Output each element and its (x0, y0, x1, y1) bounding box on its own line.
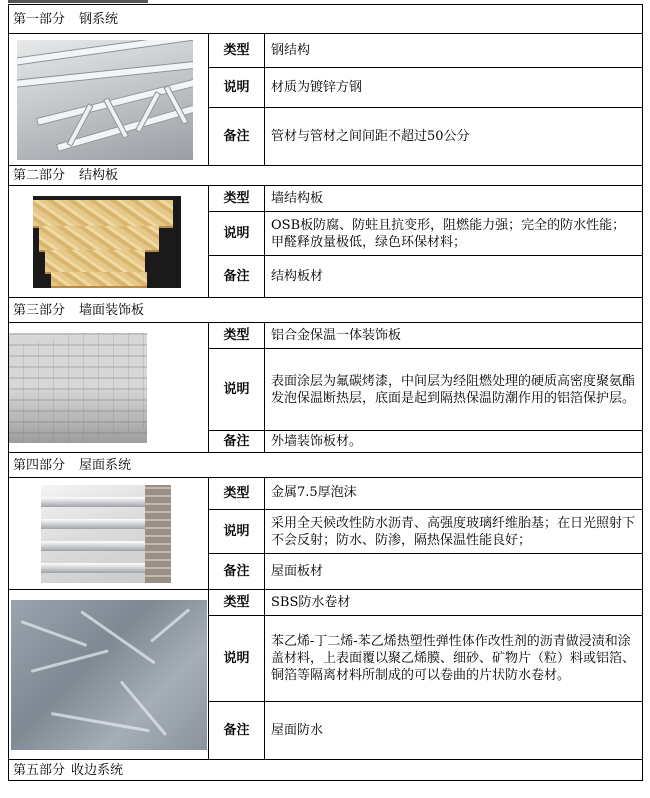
table-row (9, 323, 643, 349)
photo-cell (9, 186, 209, 298)
row-label: 说明 (209, 212, 265, 256)
row-value: 采用全天候改性防水沥青、高强度玻璃纤维胎基；在日光照射下不会反射；防水、防渗，隔热保温性能良好； (265, 510, 643, 554)
section-heading-row (9, 166, 643, 186)
row-value: 苯乙烯-丁二烯-苯乙烯热塑性弹性体作改性剂的沥青做浸渍和涂盖材料，上表面覆以聚乙烯膜、细砂、矿物片（粒）料或铝箔、铜箔等隔离材料所制成的可以卷曲的片状防水卷材。 (265, 616, 643, 702)
table-row (9, 34, 643, 68)
sbs-membrane-photo (11, 600, 207, 750)
section-part-label: 第三部分 (13, 302, 66, 318)
row-value: 金属7.5厚泡沫 (265, 478, 643, 510)
section-name: 结构板 (79, 168, 119, 183)
photo-cell (9, 34, 209, 166)
section-name: 钢系统 (79, 11, 119, 27)
table-row (9, 590, 643, 616)
row-value: 屋面板材 (265, 554, 643, 590)
steel-frame-photo (17, 40, 193, 160)
photo-cell (9, 590, 209, 760)
row-label: 备注 (209, 256, 265, 298)
materials-table (8, 4, 643, 781)
section-heading-row (9, 453, 643, 478)
row-label: 类型 (209, 478, 265, 510)
row-label: 说明 (209, 68, 265, 108)
section-heading-row (9, 760, 643, 781)
wall-panel-photo (9, 333, 147, 443)
section-part-label: 第五部分 (13, 762, 66, 778)
row-value: 结构板材 (265, 256, 643, 298)
row-value: 材质为镀锌方钢 (265, 68, 643, 108)
row-label: 说明 (209, 510, 265, 554)
section-part-label: 第一部分 (13, 11, 66, 27)
section-heading (9, 5, 643, 34)
section-heading (9, 453, 643, 478)
row-label: 类型 (209, 590, 265, 616)
row-value: SBS防水卷材 (265, 590, 643, 616)
row-value: 墙结构板 (265, 186, 643, 212)
row-label: 备注 (209, 702, 265, 760)
row-label: 类型 (209, 34, 265, 68)
photo-cell (9, 323, 209, 453)
section-heading-row (9, 5, 643, 34)
row-label: 备注 (209, 108, 265, 166)
row-label: 类型 (209, 323, 265, 349)
row-value: 外墙装饰板材。 (265, 431, 643, 453)
section-name: 收边系统 (71, 762, 124, 778)
table-row (9, 186, 643, 212)
row-label: 说明 (209, 616, 265, 702)
row-label: 备注 (209, 431, 265, 453)
row-value: OSB板防腐、防蛀且抗变形，阻燃能力强；完全的防水性能；甲醛释放量极低，绿色环保材料； (265, 212, 643, 256)
row-value: 钢结构 (265, 34, 643, 68)
section-heading (9, 166, 643, 186)
row-value: 屋面防水 (265, 702, 643, 760)
photo-cell (9, 478, 209, 590)
section-heading-row (9, 298, 643, 323)
cropped-header-fragment (8, 0, 148, 3)
osb-board-photo (33, 196, 181, 288)
row-label: 备注 (209, 554, 265, 590)
row-value: 表面涂层为氟碳烤漆，中间层为经阻燃处理的硬质高密度聚氨酯发泡保温断热层，底面是起到隔热保温防潮作用的铝箔保护层。 (265, 349, 643, 431)
section-part-label: 第四部分 (13, 457, 66, 473)
section-name: 屋面系统 (79, 457, 132, 473)
table-row (9, 478, 643, 510)
row-label: 类型 (209, 186, 265, 212)
roof-panel-photo (41, 485, 171, 583)
row-label: 说明 (209, 349, 265, 431)
section-heading (9, 298, 643, 323)
row-value: 铝合金保温一体装饰板 (265, 323, 643, 349)
section-part-label: 第二部分 (13, 168, 66, 183)
section-name: 墙面装饰板 (79, 302, 145, 318)
section-heading (9, 760, 643, 781)
row-value: 管材与管材之间间距不超过50公分 (265, 108, 643, 166)
